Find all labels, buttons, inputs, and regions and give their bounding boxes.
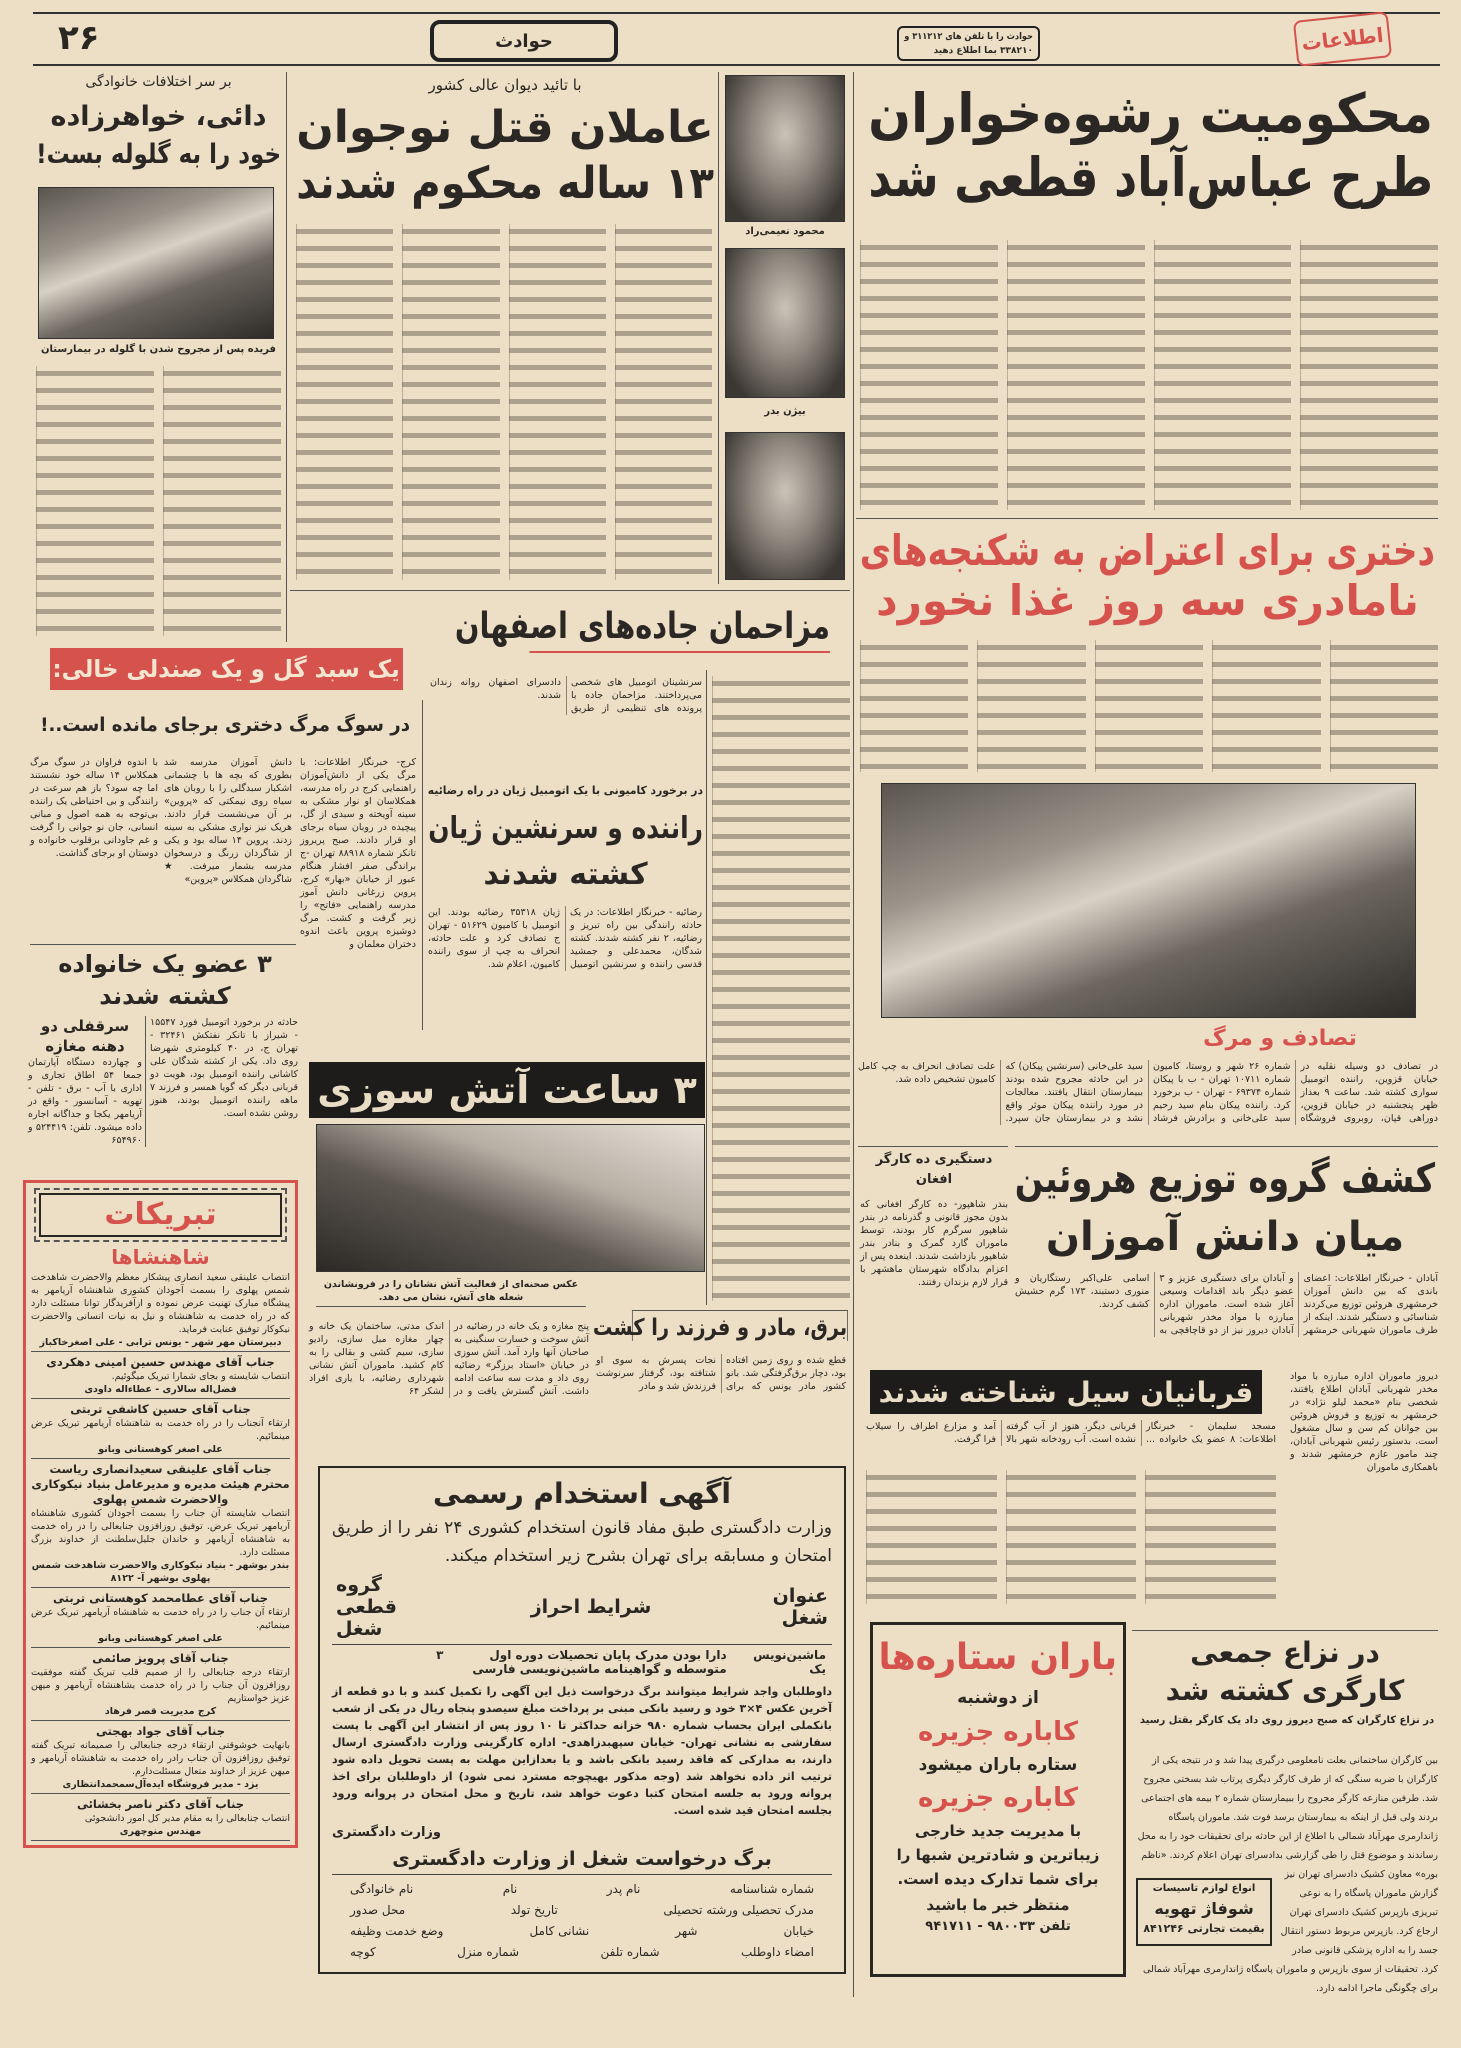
ad-venue: کاباره جزیره (918, 1717, 1078, 1747)
form-field-label: محل صدور (350, 1903, 406, 1917)
jiyan-crash-headline (428, 806, 703, 898)
congrats-entry (31, 1271, 290, 1352)
column-rule (286, 72, 287, 642)
worker-fight-body: بین کارگران ساختمانی بعلت نامعلومی درگیری پیدا شد و در نتیجه یکی از کارگران با ضربه سنگی که از طرف کارگر دیگری پرتاب شد بسختی مجروح شد. طرفین منازعه کارگر مجروح را ببیمارستان شماره ۲ بیمه های اجتماعی بردند ولی قبل از اینکه به بیمارستان برسد فوت شد. ماموران پاسگاه ژاندارمری مهرآباد شمالی با اطلاع از این حادثه برای تحقیقات خود را به محل رساندند و موضوع قتل را طی گزارشی بدادسرای تهران اعلام کردند. «ناظم بوره» معاون کشیک دادسرای تهران نیز گزارش ماموران پاسگاه را به نوعی تبریزی بازپرس کشیک دادسرای تهران ارجاع کرد. بازپرس مربوط دستور انتقال جسد را به اداره پزشکی قانونی صادر کرد. تحقیقات از سوی بازپرس و ماموران پاسگاه ژاندارمری مهرآباد شمالی برای چگونگی ماجرا ادامه دارد. (1137, 1755, 1438, 1994)
page-number: ۲۶ (58, 18, 100, 58)
ad-title: باران ستاره‌ها (878, 1637, 1117, 1678)
entry-signature: فضل‌اله سالاری - عطاءاله داودی (31, 1383, 290, 1399)
lead-headline (868, 82, 1433, 210)
form-row (350, 1924, 814, 1938)
entry-title: جناب آقای علینقی سعیدانصاری ریاست محترم هیئت مدیره و مدیرعامل بنیاد نیکوکاری والاحضرت شمس پهلوی (31, 1462, 290, 1506)
photo-caption: محمود نعیمی‌راد (745, 226, 825, 237)
job-ad (318, 1466, 846, 1974)
job-table (332, 1570, 832, 1679)
afghan-workers-headline: دستگیری ده کارگر افغان (875, 1152, 993, 1187)
electrocution-headline: برق، مادر و فرزند را کشت (632, 1310, 848, 1341)
teen-murder-kicker: با تائید دیوان عالی کشور (428, 76, 582, 94)
entry-signature: کرج مدیریت قصر فرهاد (31, 1705, 290, 1721)
lead-headline-line: محکومیت رشوه‌خواران (868, 82, 1433, 145)
form-field-label: نام (502, 1882, 518, 1896)
form-field-label: امضاء داوطلب (740, 1945, 814, 1959)
fire-caption: عکس صحنه‌ای از فعالیت آتش نشانان را در فرونشاندن شعله های آتش، نشان می دهد. (316, 1278, 586, 1307)
ad-phone: تلفن ۹۸۰۰۳۳ - ۹۴۱۷۱۱ (925, 1919, 1071, 1934)
entry-signature: علی اصغر کوهستانی وبانو (31, 1443, 290, 1459)
phone-notice-line: حوادث را با تلفن های ۳۱۱۲۱۲ و (904, 32, 1033, 42)
entry-body: ارتقاء آنجناب را در راه خدمت به شاهنشاه آریامهر تبریک عرض مینمائیم. (31, 1418, 290, 1442)
ad-cta: منتظر خبر ما باشید (926, 1896, 1070, 1914)
entry-body: انتصاب شایسته و بجای شمارا تبریک میگوئیم. (111, 1371, 290, 1382)
ad-line: از دوشنبه (957, 1688, 1039, 1708)
form-field-label: نشانی کامل (529, 1924, 590, 1938)
section-title: حوادث (495, 30, 553, 52)
headline-line: دختری برای اعتراض به شکنجه‌های (859, 526, 1435, 575)
lead-body-text (860, 240, 1438, 510)
electrocution-body: قطع شده و روی زمین افتاده بود، دچار برق‌گرفتگی شد. بانو کشور مادر یونس که برای نجات پسرش به سوی او شتافته بود، گرفتار سرنوشت فرزندش شد و مادر (596, 1355, 846, 1392)
headline-line: کشته شدند (99, 982, 231, 1010)
column-rule (853, 72, 854, 1997)
hunger-strike-headline (860, 526, 1435, 626)
congrats-subtitle: شاهنشاها (111, 1245, 210, 1269)
ad-body: و چهارده دستگاه آپارتمان جمعا ۵۴ اطاق تجاری و اداری با آب - برق - تلفن - تهویه - آسانسور - واقع در آریامهر یکجا و جداگانه اجاره داده میشود. تلفن: ۵۲۴۴۱۹ و ۶۵۴۹۶۰ (28, 1057, 142, 1146)
congrats-title: تبریکات (104, 1197, 217, 1232)
family-three-body: حادثه در برخورد اتومبیل فورد ۱۵۵۴۷ - شیراز با تانکر نفتکش ۳۲۴۶۱ - تهران ج، در ۴۰ کیلومتری شهرضا روی داد. یکی از کشته شدگان علی کاشانی راننده اتومبیل بود، هویت دو قربانی دیگر که گویا همسر و فرزند ۷ ماهه راننده اتومبیل بودند، هنوز روشن نشده است. (150, 1017, 298, 1119)
flood-body-continued (866, 1470, 1276, 1604)
entry-body: انتصاب شایسته آن جناب را بسمت آجودان کشوری شاهنشاه آریامهر تبریک عرض. توفیق روزافزون جنابعالی را در راه خدمت به شاهنشاه آریامهر و خاندان جلیل‌سلطنت از خداوند بزرگ مسئلت دارد. (31, 1508, 290, 1558)
congrats-entry (31, 1591, 290, 1648)
table-row (332, 1645, 832, 1680)
headline-line: راننده و سرنشین ژیان (428, 811, 703, 846)
fire-photo (316, 1124, 705, 1272)
flower-basket-headline: در سوگ مرگ دختری برجای مانده است..! (40, 714, 410, 736)
ad-line: بقیمت تجارتی ۸۴۱۲۴۶ (1143, 1922, 1265, 1935)
form-title: برگ درخواست شغل از وزارت دادگستری (332, 1844, 832, 1875)
entry-signature: یزد - مدیر فروشگاه ایده‌آل‌سمحمدانتظاری (31, 1778, 290, 1794)
headline-line: کشف گروه توزیع هروئین (1014, 1156, 1435, 1202)
ad-line: شوفاژ تهویه (1154, 1899, 1254, 1918)
fire-headline: ۳ ساعت آتش سوزی (317, 1068, 697, 1112)
entry-body: انتصاب جنابعالی را به مقام مدیر کل امور دانشجوئی (84, 1813, 290, 1824)
newspaper-logo: اطلاعات (1293, 11, 1392, 67)
headline-line: در نزاع جمعی (1190, 1636, 1380, 1669)
headline-line: دائی، خواهرزاده (50, 101, 267, 132)
portrait-photo (725, 75, 845, 222)
congrats-entry (31, 1355, 290, 1399)
table-cell: دارا بودن مدرک پایان تحصیلات دوره اول متوسطه و گواهینامه ماشین‌نویسی فارسی (472, 1648, 727, 1676)
headline-line: کارگری کشته شد (1165, 1674, 1405, 1707)
entry-title: جناب آقای مهندس حسین امینی دهکردی (46, 1355, 275, 1369)
isfahan-road-continued (712, 676, 850, 1301)
isfahan-road-headline: مزاحمان جاده‌های اصفهان (530, 606, 830, 653)
ad-title: آگهی استخدام رسمی (433, 1477, 731, 1510)
family-three-headline (34, 948, 296, 1012)
column-rule (706, 670, 707, 1305)
ad-line: انواع لوازم تاسیسات (1152, 1883, 1256, 1894)
jiyan-crash-kicker: در برخورد کامیونی با یک اتومبیل ژیان در راه رضائیه (427, 784, 703, 797)
entry-title: جناب آقای دکتر ناصر بخشائی (76, 1797, 245, 1811)
divider (290, 590, 850, 591)
divider (30, 944, 296, 945)
ad-venue: کاباره جزیره (918, 1783, 1078, 1813)
headline-line: کشته شدند (483, 857, 648, 892)
form-field-label: شماره شناسنامه (729, 1882, 814, 1896)
congrats-entry (31, 1402, 290, 1459)
flood-body: مسجد سلیمان - خبرنگار اطلاعات: ۸ عضو یک خانواده ... قربانی دیگر، هنوز از آب گرفته نشده است. آب رودخانه شهر بالا آمد و مزارع اطراف را سیلاب فرا گرفت. (866, 1421, 1276, 1445)
form-row (350, 1882, 814, 1896)
worker-fight-headline (1132, 1634, 1438, 1710)
headline-line: میان دانش آموزان (1045, 1214, 1405, 1260)
table-cell: ۳ (436, 1648, 444, 1662)
entry-signature: علی اصغر کوهستانی وبانو (31, 1632, 290, 1648)
family-dispute-body (36, 366, 281, 636)
congratulations-box (23, 1180, 298, 1848)
table-cell: ماشین‌نویس یک (753, 1648, 826, 1676)
form-row (350, 1945, 814, 1959)
ad-intro: وزارت دادگستری طبق مفاد قانون استخدام کشوری ۲۴ نفر را از طریق امتحان و مسابقه برای تهران بشرح زیر استخدام میکند. (332, 1518, 832, 1566)
entry-body: ارتقاء درجه جنابعالی را از صمیم قلب تبریک گفته موفقیت روزافزون آن جناب را در راه خدمت بشاهنشاه آریامهر و میهن عزیز خواستاریم (31, 1667, 290, 1704)
entry-body: بانهایت خوشوقتی ارتقاء درجه جنابعالی را صمیمانه تبریک گفته توفیق روزافزون آن جناب رادر راه خدمت به شاهنشاه آریامهر و میهن عزیز از خداوند متعال مسئلت‌دارم. (31, 1740, 290, 1777)
congrats-entry (31, 1651, 290, 1721)
ad-line: ستاره باران میشود (918, 1755, 1078, 1775)
story-column: با اندوه فراوان در سوگ مرگ همکلاس ۱۴ ساله خود نشستند اما چه سود؟ باز هم سرعت در رانندگی و بی احتیاطی یک راننده بی‌توجه به همه اصول و مبانی انسانی، جان نو جوانی را گرفت و غم جاودانی برقلوب خانواده و دوستان او برجای گذاشت. (30, 757, 158, 859)
divider (1132, 1630, 1438, 1631)
phone-notice-line: ۳۳۸۲۱۰ بما اطلاع دهید (933, 46, 1033, 56)
ad-signature: وزارت دادگستری (332, 1825, 441, 1840)
lead-headline-line: طرح عباس‌آباد قطعی شد (868, 146, 1433, 209)
teen-murder-body (296, 224, 712, 580)
form-row (350, 1903, 814, 1917)
entry-title: جناب آقای حسین کاشفی تربتی (70, 1402, 251, 1416)
entry-title: جناب آقای عطامحمد کوهستانی تربتی (53, 1591, 268, 1605)
congrats-title-frame (39, 1193, 282, 1237)
congrats-entry (31, 1797, 290, 1841)
form-field-label: شهر (675, 1924, 698, 1938)
isfahan-road-body: سرنشینان اتومبیل های شخصی می‌پرداختند. مزاحمان جاده با پرونده های تنظیمی از طریق دادسرای اصفهان روانه زندان شدند. (430, 677, 702, 714)
hospital-photo (38, 187, 274, 339)
family-dispute-headline (36, 98, 281, 174)
banner-text: یک سبد گل و یک صندلی خالی: (52, 655, 401, 683)
portrait-photo (725, 432, 845, 580)
cabaret-ad (870, 1622, 1126, 1977)
column-rule (718, 72, 719, 584)
entry-signature: بندر بوشهر - بنیاد نیکوکاری والاحضرت شاهدخت شمس پهلوی بوشهر آ- ۸۱۲۲ (31, 1559, 290, 1588)
afghan-workers-body: بندر شاهپور- ده کارگر افغانی که بدون مجوز قانونی و گذرنامه در بندر شاهپور سرگرم کار بودند، توسط ماموران گارد گمرک و بنادر بندر شاهپور بازداشت شدند. اینعده پس از اعزام بدادگاه شهرستان ماهشهر با قرار لازم بزندان رفتند. (860, 1199, 1008, 1288)
form-field-label: کوچه (350, 1945, 376, 1959)
divider (856, 518, 1438, 519)
portrait-photo (725, 248, 845, 398)
flood-headline: قربانیان سیل شناخته شدند (878, 1375, 1254, 1409)
accident-death-headline: تصادف و مرگ (1203, 1026, 1357, 1051)
ad-title: سرقفلی دو دهنه مغازه (40, 1017, 130, 1055)
headline-line: نامادری سه روز غذا نخورد (876, 576, 1419, 625)
heroin-body: آبادان - خبرنگار اطلاعات: اعضای باندی که بین دانش آموزان خرمشهری هروئین توزیع می‌کردند شناسائی و دستگیر شدند. اینکه از طرف ماموران شهربانی خرمشهر و آبادان برای دستگیری عزیز و ۳ عضو دیگر باند اقدامات وسیعی آغاز شده است. ماموران اداره مبارزه با مواد مخدر شهربانی آبادان دیروز نیز از دو قاچاقچی به اسامی علی‌اکبر رستگاریان و منوری دستبند، ۱۷۳ گرم حشیش کشف کردند. (1015, 1273, 1438, 1336)
form-field-label: نام خانوادگی (350, 1882, 414, 1896)
masthead-bar (33, 12, 1440, 66)
form-field-label: شماره منزل (457, 1945, 520, 1959)
hunger-strike-body (860, 640, 1438, 772)
ad-body: داوطلبان واجد شرایط میتوانند برگ درخواست ذیل این آگهی را تکمیل کنند و با دو قطعه از آخرین عکس ۴×۳ خود و رسید بانکی مبنی بر پرداخت مبلغ سیصدو پنجاه ریال در یکی از شعب بانکملی ایران بحساب شماره ۹۸۰ خزانه حداکثر تا ۱۰ روز پس از انتشار این آگهی با پست سفارشی به نشانی تهران- خیابان سپهبدزاهدی- اداره کارگزینی وزارت دادگستری ارسال دارند، به مدارکی که فاقد رسید بانکی باشد و یا بعدازاین مهلت به پست تحویل داده شود ترتیب اثر داده نخواهد شد (وجه مذکور بهیچوجه مسترد نمی شود) از داوطلبان برای اخذ پروانه ورود به جلسه امتحان کتبا دعوت خواهد شد، تاریخ و محل امتحان در پروانه ورود بجلسه امتحان قید شده است. (332, 1685, 832, 1817)
family-dispute-kicker: بر سر اختلافات خانوادگی (85, 74, 232, 90)
phone-notice (897, 26, 1040, 61)
heroin-body-continued: دیروز ماموران اداره مبارزه با مواد مخدر شهربانی آبادان اطلاع یافتند، شخصی بنام «محمد لیلو نژاد» در خرمشهر به توزیع و فروش هروئین بین جوانان کم سن و سال مشغول است. بدستور رئیس شهربانی آبادان، چند مامور عازم خرمشهر شدند و باهمکاری ماموران (1290, 1371, 1438, 1473)
flood-headline-banner (870, 1370, 1262, 1414)
entry-signature: مهندس منوچهری (31, 1825, 290, 1841)
ad-body: با مدیریت جدید خارجی زیباترین و شادترین شبها را برای شما تدارک دیده است. (896, 1822, 1100, 1888)
form-field-label: مدرک تحصیلی ورشته تحصیلی (663, 1903, 814, 1917)
flower-basket-banner (50, 648, 403, 690)
form-field-label: شماره تلفن (600, 1945, 660, 1959)
form-field-label: وضع خدمت وظیفه (350, 1924, 444, 1938)
section-label (430, 20, 618, 62)
form-field-label: خیابان (783, 1924, 814, 1938)
congrats-entry (31, 1724, 290, 1794)
headline-line: ۱۳ ساله محکوم شدند (296, 158, 714, 209)
headline-line: ۳ عضو یک خانواده (58, 950, 272, 978)
teen-murder-headline (296, 100, 714, 212)
heroin-headline (1015, 1150, 1435, 1266)
column-rule (422, 700, 423, 1030)
divider (858, 1146, 1008, 1147)
shop-rental-ad (28, 1016, 146, 1147)
congrats-entry (31, 1462, 290, 1588)
form-field-label: نام پدر (606, 1882, 641, 1896)
photo-caption: بیژن بدر (764, 406, 806, 417)
car-wreck-photo (881, 783, 1416, 1018)
entry-signature: دبیرستان مهر شهر - یونس ترابی - علی اصغرخاکباز (31, 1336, 290, 1352)
fire-body: پنج مغازه و یک خانه در رضائیه در آتش سوخت و خسارت سنگینی به صاحبان آنها وارد آمد. آتش سوزی در خیابان «استاد برزگر» رضائیه روی داد و مدت سه ساعت ادامه داشت. آتش گسترش یافت و در اندک مدتی، ساختمان یک خانه و چهار مغازه مبل سازی، رادیو سازی، سیم کشی و بقالی را به کام کشید. ماموران آتش نشانی شهرداری رضائیه، با یاری افراد لشکر ۶۴ (309, 1321, 589, 1397)
table-header: عنوان شغل (733, 1570, 832, 1645)
photo-caption: فریده پس از مجروح شدن با گلوله در بیمارستان (41, 344, 276, 355)
entry-body: انتصاب علینقی سعید انصاری پیشکار معظم والاحضرت شاهدخت شمس پهلوی را بسمت آجودان کشوری شاهنشاه آریامهر به پیشگاه مبارک تهنیت عرض نموده و ازآفریدگار توانا مسئلت دارد که در راه خدمت به شاهنشاه و نیل به نیات انسانی والاحضرت نیکوکار توفیق عنایت فرماید. (31, 1272, 290, 1335)
table-header: شرایط احراز (449, 1570, 732, 1645)
worker-fight-lead: در نزاع کارگران که صبح دیروز روی داد یک کارگر بقتل رسید (1139, 1715, 1435, 1726)
headline-line: خود را به گلوله بست! (36, 139, 281, 170)
entry-title: جناب آقای جواد بهجتی (95, 1724, 226, 1738)
hvac-ad (1136, 1878, 1272, 1946)
story-column: دانش آموزان مدرسه شد بطوری که بچه ها با چشمانی اشکبار سبدگلی را با روبان های سیاه روی نیمکتی که «پروین» بر آن می‌نشست قرار دادند. هریک نیز نواری مشکی به سینه زدند. پروین ۱۴ ساله بود و یکی از شاگردان زرنگ و درسخوان مدرسه بشمار میرفت. ★ شاگردان همکلاس «پروین» (164, 757, 293, 885)
table-header: گروه قطعی شغل (332, 1570, 449, 1645)
worker-fight-story (1136, 1748, 1438, 1995)
story-column: کرج- خبرنگار اطلاعات: با مرگ یکی از دانش‌آموزان راهنمایی کرج در راه مدرسه، همکلاسان او نوار مشکی به سینه آویخته و سبدی از گل، پیچیده در روبان سیاه برجای او قرار دادند. صبح پریروز تانکر شماره ۸۸۹۱۸ تهران -ج براندگی صفر افشار هنگام عبور از خیابان «بهار» کرج، پروین زرغانی دانش آموز مدرسه راهنمایی «فاتح» را زیر گرفت و کشت. مرگ دوشیزه پروین باعث اندوه دختران معلمان و (300, 757, 416, 950)
form-field-label: تاریخ تولد (510, 1903, 558, 1917)
accident-death-body: در تصادف دو وسیله نقلیه در خیابان قزوین، راننده اتومبیل سواری کشته شد. ساعت ۹ بعداز ظهر پنجشنبه در خیابان قزوین، دوراهی قپان، روبروی فروشگاه شماره ۲۶ شهر و روستا، کامیون شماره ۱۰۷۱۱ تهران - ب با پیکان شماره ۶۹۳۷۴ - تهران - ب برخورد کرد. راننده پیکان بنام سید رحیم سید علی‌خانی و برادرش فرشاد سید علی‌خانی (سرنشین پیکان) که در این حادثه مجروح شده بودند ببیمارستان انتقال یافتند. معالجات در مورد راننده پیکان موثر واقع نشد و در بیمارستان جان سپرد. علت تصادف انحراف به چپ کامل کامیون تشخیص داده شد. (858, 1061, 1438, 1124)
jiyan-crash-body: رضائیه - خبرنگار اطلاعات: در یک حادثه رانندگی بین راه تبریز و رضائیه، ۲ نفر کشته شدند. کشته شدگان، محمدعلی و جمشید قدسی راننده و سرنشین اتومبیل ژیان ۳۵۳۱۸ رضائیه بودند. این اتومبیل با کامیون ۵۱۶۲۹ - تهران ج تصادف کرد و علت حادثه، انحراف به چپ از سوی راننده کامیون، اعلام شد. (428, 907, 702, 970)
entry-title: جناب آقای پرویز صائمی (92, 1651, 229, 1665)
fire-headline-banner (309, 1062, 705, 1118)
headline-line: عاملان قتل نوجوان (296, 102, 714, 153)
entry-body: ارتقاء آن جناب را در راه خدمت به شاهنشاه آریامهر تبریک عرض مینمائیم. (31, 1607, 290, 1631)
divider (1015, 1146, 1438, 1147)
